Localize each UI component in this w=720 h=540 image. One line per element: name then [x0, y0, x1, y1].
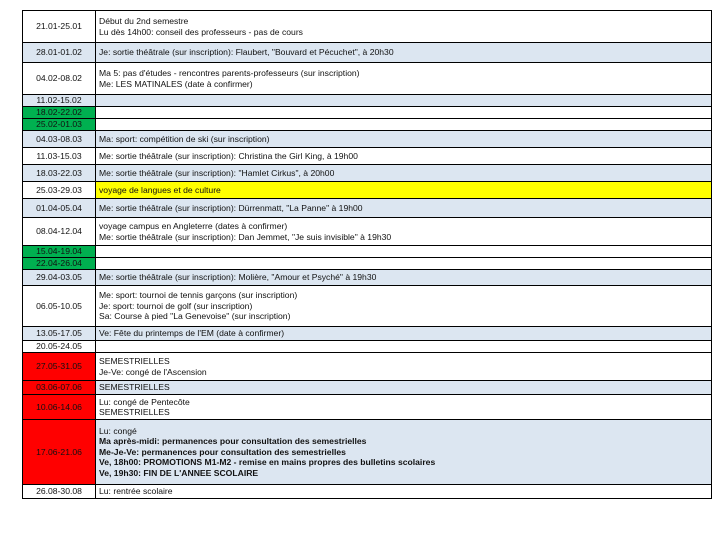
table-row [23, 270, 712, 286]
event-line: SEMESTRIELLES [99, 407, 170, 417]
week-events-cell [96, 341, 712, 353]
event-line: Je: sport: tournoi de golf (sur inscription) [99, 300, 253, 311]
event-line: Ve, 18h00: PROMOTIONS M1-M2 - remise en mains propres des bulletins scolaires [99, 457, 436, 468]
week-events-cell [96, 107, 712, 119]
event-line: Me: sortie théâtrale (sur inscription): Dan Jemmet, "Je suis invisible" à 19h30 [99, 231, 392, 242]
event-line: voyage de langues et de culture [99, 184, 221, 195]
table-row [23, 341, 712, 353]
week-date-cell: 29.04-03.05 [23, 270, 96, 286]
week-events-cell [96, 420, 712, 485]
week-date-cell: 17.06-21.06 [23, 420, 96, 485]
event-line: Me-Je-Ve: permanences pour consultation des semestrielles [99, 446, 346, 457]
event-line: Me: sortie théâtrale (sur inscription): Dürrenmatt, "La Panne" à 19h00 [99, 202, 363, 213]
week-events-cell [96, 395, 712, 420]
week-date-cell: 08.04-12.04 [23, 218, 96, 246]
table-row [23, 131, 712, 148]
event-line: Ve: Fête du printemps de l'EM (date à confirmer) [99, 328, 285, 339]
week-events-cell [96, 63, 712, 95]
table-row [23, 107, 712, 119]
table-row [23, 148, 712, 165]
week-date-cell: 10.06-14.06 [23, 395, 96, 420]
week-events-cell [96, 246, 712, 258]
week-events-cell [96, 485, 712, 499]
event-line: Me: sport: tournoi de tennis garçons (sur inscription) [99, 290, 298, 301]
event-line: Me: LES MATINALES (date à confirmer) [99, 78, 253, 89]
week-events-cell [96, 95, 712, 107]
week-events-cell [96, 131, 712, 148]
week-date-cell: 11.03-15.03 [23, 148, 96, 165]
week-date-cell: 11.02-15.02 [23, 95, 96, 107]
week-date-cell: 26.08-30.08 [23, 485, 96, 499]
table-row [23, 199, 712, 218]
week-date-cell: 04.03-08.03 [23, 131, 96, 148]
table-row [23, 485, 712, 499]
event-line: Sa: Course à pied "La Genevoise" (sur inscription) [99, 311, 291, 322]
week-events-cell [96, 353, 712, 381]
event-line: Lu dès 14h00: conseil des professeurs - pas de cours [99, 26, 303, 37]
week-date-cell: 25.03-29.03 [23, 182, 96, 199]
event-line: Lu: congé de Pentecôte [99, 396, 190, 407]
event-line: Lu: rentrée scolaire [99, 486, 173, 497]
event-line: Ma: sport: compétition de ski (sur inscription) [99, 133, 270, 144]
week-date-cell: 22.04-26.04 [23, 258, 96, 270]
event-line: Ma après-midi: permanences pour consultation des semestrielles [99, 436, 367, 447]
week-events-cell [96, 381, 712, 395]
calendar-rows [23, 11, 712, 499]
event-line: Me: sortie théâtrale (sur inscription): Christina the Girl King, à 19h00 [99, 150, 358, 161]
week-events-cell [96, 148, 712, 165]
week-date-cell: 03.06-07.06 [23, 381, 96, 395]
week-events-cell [96, 258, 712, 270]
week-date-cell: 15.04-19.04 [23, 246, 96, 258]
week-date-cell: 06.05-10.05 [23, 286, 96, 327]
week-events-cell [96, 165, 712, 182]
table-row [23, 43, 712, 63]
table-row [23, 95, 712, 107]
week-events-cell [96, 218, 712, 246]
event-line: voyage campus en Angleterre (dates à confirmer) [99, 221, 288, 232]
calendar-table [22, 10, 712, 499]
event-line: Je: sortie théâtrale (sur inscription): Flaubert, "Bouvard et Pécuchet", à 20h30 [99, 47, 394, 58]
week-events-cell [96, 199, 712, 218]
week-events-cell [96, 119, 712, 131]
event-line: Ma 5: pas d'études - rencontres parents-professeurs (sur inscription) [99, 68, 360, 79]
week-date-cell: 27.05-31.05 [23, 353, 96, 381]
week-date-cell: 18.03-22.03 [23, 165, 96, 182]
table-row [23, 258, 712, 270]
table-row [23, 119, 712, 131]
week-date-cell: 20.05-24.05 [23, 341, 96, 353]
week-events-cell [96, 286, 712, 327]
table-row [23, 63, 712, 95]
table-row [23, 165, 712, 182]
table-row [23, 182, 712, 199]
event-line: SEMESTRIELLES [99, 356, 170, 367]
week-date-cell: 18.02-22.02 [23, 107, 96, 119]
table-row [23, 286, 712, 327]
week-events-cell [96, 11, 712, 43]
table-row [23, 353, 712, 381]
week-date-cell: 13.05-17.05 [23, 327, 96, 341]
table-row [23, 327, 712, 341]
week-events-cell [96, 182, 712, 199]
week-events-cell [96, 327, 712, 341]
table-row [23, 218, 712, 246]
table-row [23, 11, 712, 43]
week-events-cell [96, 270, 712, 286]
event-line: Me: sortie théâtrale (sur inscription): Molière, "Amour et Psyché" à 19h30 [99, 272, 377, 283]
week-date-cell: 25.02-01.03 [23, 119, 96, 131]
table-row [23, 395, 712, 420]
week-date-cell: 01.04-05.04 [23, 199, 96, 218]
week-date-cell: 28.01-01.02 [23, 43, 96, 63]
event-line: Je-Ve: congé de l'Ascension [99, 366, 207, 377]
table-row [23, 420, 712, 485]
event-line: Me: sortie théâtrale (sur inscription): "Hamlet Cirkus", à 20h00 [99, 167, 335, 178]
table-row [23, 381, 712, 395]
event-line: Ve, 19h30: FIN DE L'ANNEE SCOLAIRE [99, 467, 259, 478]
event-line: Début du 2nd semestre [99, 16, 189, 27]
event-line: SEMESTRIELLES [99, 382, 170, 393]
week-date-cell: 04.02-08.02 [23, 63, 96, 95]
week-events-cell [96, 43, 712, 63]
event-line: Lu: congé [99, 425, 137, 436]
week-date-cell: 21.01-25.01 [23, 11, 96, 43]
table-row [23, 246, 712, 258]
